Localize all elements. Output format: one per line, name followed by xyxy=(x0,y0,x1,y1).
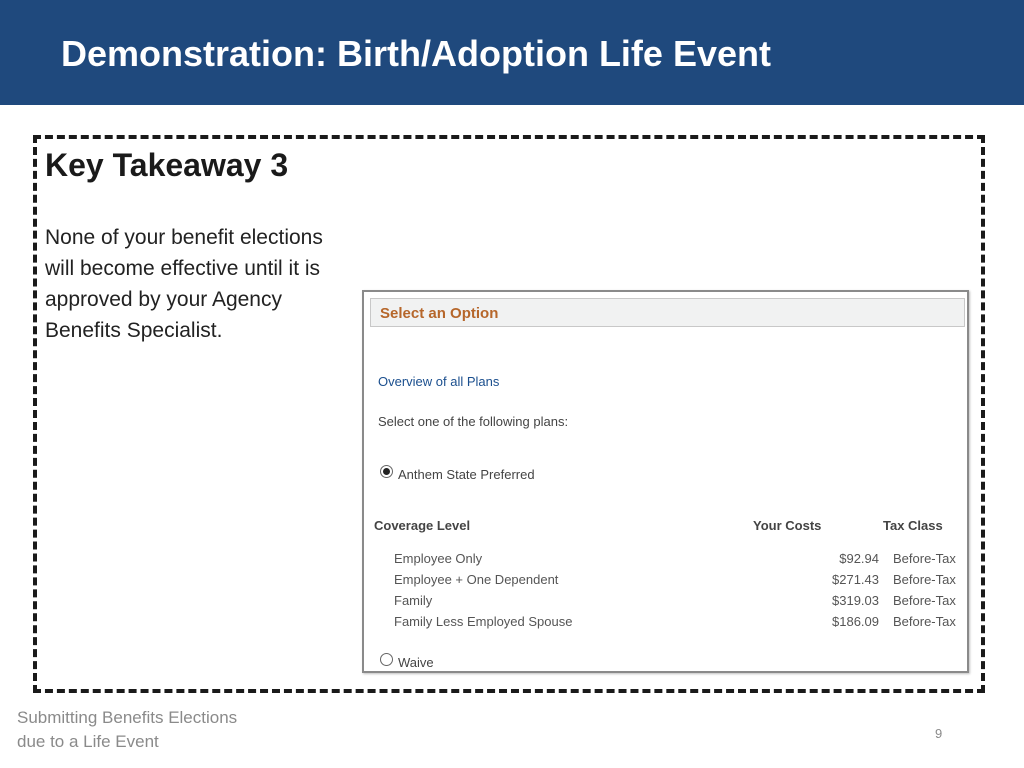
select-option-panel xyxy=(362,290,969,673)
panel-title: Select an Option xyxy=(380,305,499,322)
plan-radio-anthem[interactable] xyxy=(380,465,393,478)
coverage-level-cell: Family xyxy=(394,593,433,608)
cost-cell: $92.94 xyxy=(839,551,879,566)
takeaway-line: Benefits Specialist. xyxy=(45,319,223,342)
waive-radio[interactable] xyxy=(380,653,393,666)
table-row xyxy=(364,572,964,593)
slide-title: Demonstration: Birth/Adoption Life Event xyxy=(61,33,771,74)
tax-class-cell: Before-Tax xyxy=(893,572,956,587)
tax-class-cell: Before-Tax xyxy=(893,614,956,629)
table-row xyxy=(364,593,964,614)
coverage-level-cell: Employee Only xyxy=(394,551,483,566)
footer-line: due to a Life Event xyxy=(17,732,159,751)
table-row xyxy=(364,614,964,635)
coverage-level-cell: Employee + One Dependent xyxy=(394,572,559,587)
takeaway-line: approved by your Agency xyxy=(45,288,282,311)
footer-caption xyxy=(17,706,237,754)
cost-cell: $319.03 xyxy=(832,593,879,608)
cost-cell: $186.09 xyxy=(832,614,879,629)
coverage-level-cell: Family Less Employed Spouse xyxy=(394,614,573,629)
panel-header xyxy=(370,298,965,327)
cost-cell: $271.43 xyxy=(832,572,879,587)
waive-label: Waive xyxy=(398,655,434,670)
coverage-level-header: Coverage Level xyxy=(374,518,471,533)
takeaway-body xyxy=(45,222,375,346)
footer-line: Submitting Benefits Elections xyxy=(17,708,238,727)
takeaway-title: Key Takeaway 3 xyxy=(45,147,289,183)
page-number: 9 xyxy=(935,726,943,741)
tax-class-header: Tax Class xyxy=(883,518,943,533)
table-row xyxy=(364,551,964,572)
takeaway-line: will become effective until it is xyxy=(45,257,321,280)
tax-class-cell: Before-Tax xyxy=(893,593,956,608)
takeaway-line: None of your benefit elections xyxy=(45,226,323,249)
slide-header xyxy=(0,0,1024,105)
overview-plans-link[interactable]: Overview of all Plans xyxy=(378,374,500,389)
plan-label-anthem: Anthem State Preferred xyxy=(398,467,535,482)
plan-instruction: Select one of the following plans: xyxy=(378,414,569,429)
your-costs-header: Your Costs xyxy=(753,518,822,533)
tax-class-cell: Before-Tax xyxy=(893,551,956,566)
